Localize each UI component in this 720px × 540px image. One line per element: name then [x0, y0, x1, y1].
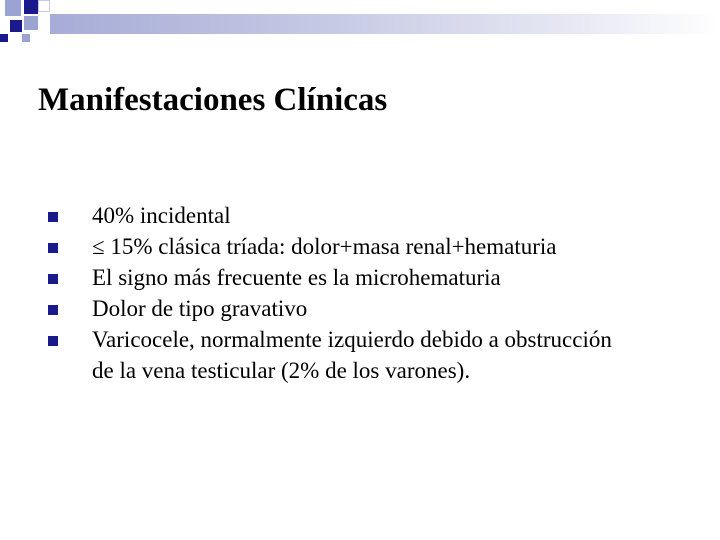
bullet-text: Dolor de tipo gravativo — [92, 296, 308, 321]
decorative-square-dark — [0, 34, 8, 42]
square-bullet-icon — [48, 305, 58, 315]
list-item — [48, 231, 688, 262]
bullet-text: ≤ 15% clásica tríada: dolor+masa renal+hematuria — [92, 234, 557, 259]
decorative-square-white — [38, 0, 50, 12]
decorative-square-light — [22, 34, 30, 42]
header-gradient-band — [50, 14, 720, 34]
list-item — [48, 200, 688, 231]
list-item — [48, 293, 688, 324]
bullet-text: 40% incidental — [92, 203, 231, 228]
list-item — [48, 262, 688, 293]
decorative-square-dark — [10, 20, 22, 32]
list-item — [48, 324, 688, 386]
bullet-text: Varicocele, normalmente izquierdo debido a obstrucción de la vena testicular (2% de los varones). — [92, 327, 612, 383]
square-bullet-icon — [48, 336, 58, 346]
square-bullet-icon — [48, 243, 58, 253]
bullet-text: El signo más frecuente es la microhematuria — [92, 265, 501, 290]
decorative-square-light — [24, 16, 38, 30]
decorative-square-dark — [24, 0, 38, 14]
square-bullet-icon — [48, 212, 58, 222]
square-bullet-icon — [48, 274, 58, 284]
decorative-square-light — [5, 0, 21, 16]
slide-title: Manifestaciones Clínicas — [38, 82, 388, 118]
bullet-list — [48, 200, 688, 386]
